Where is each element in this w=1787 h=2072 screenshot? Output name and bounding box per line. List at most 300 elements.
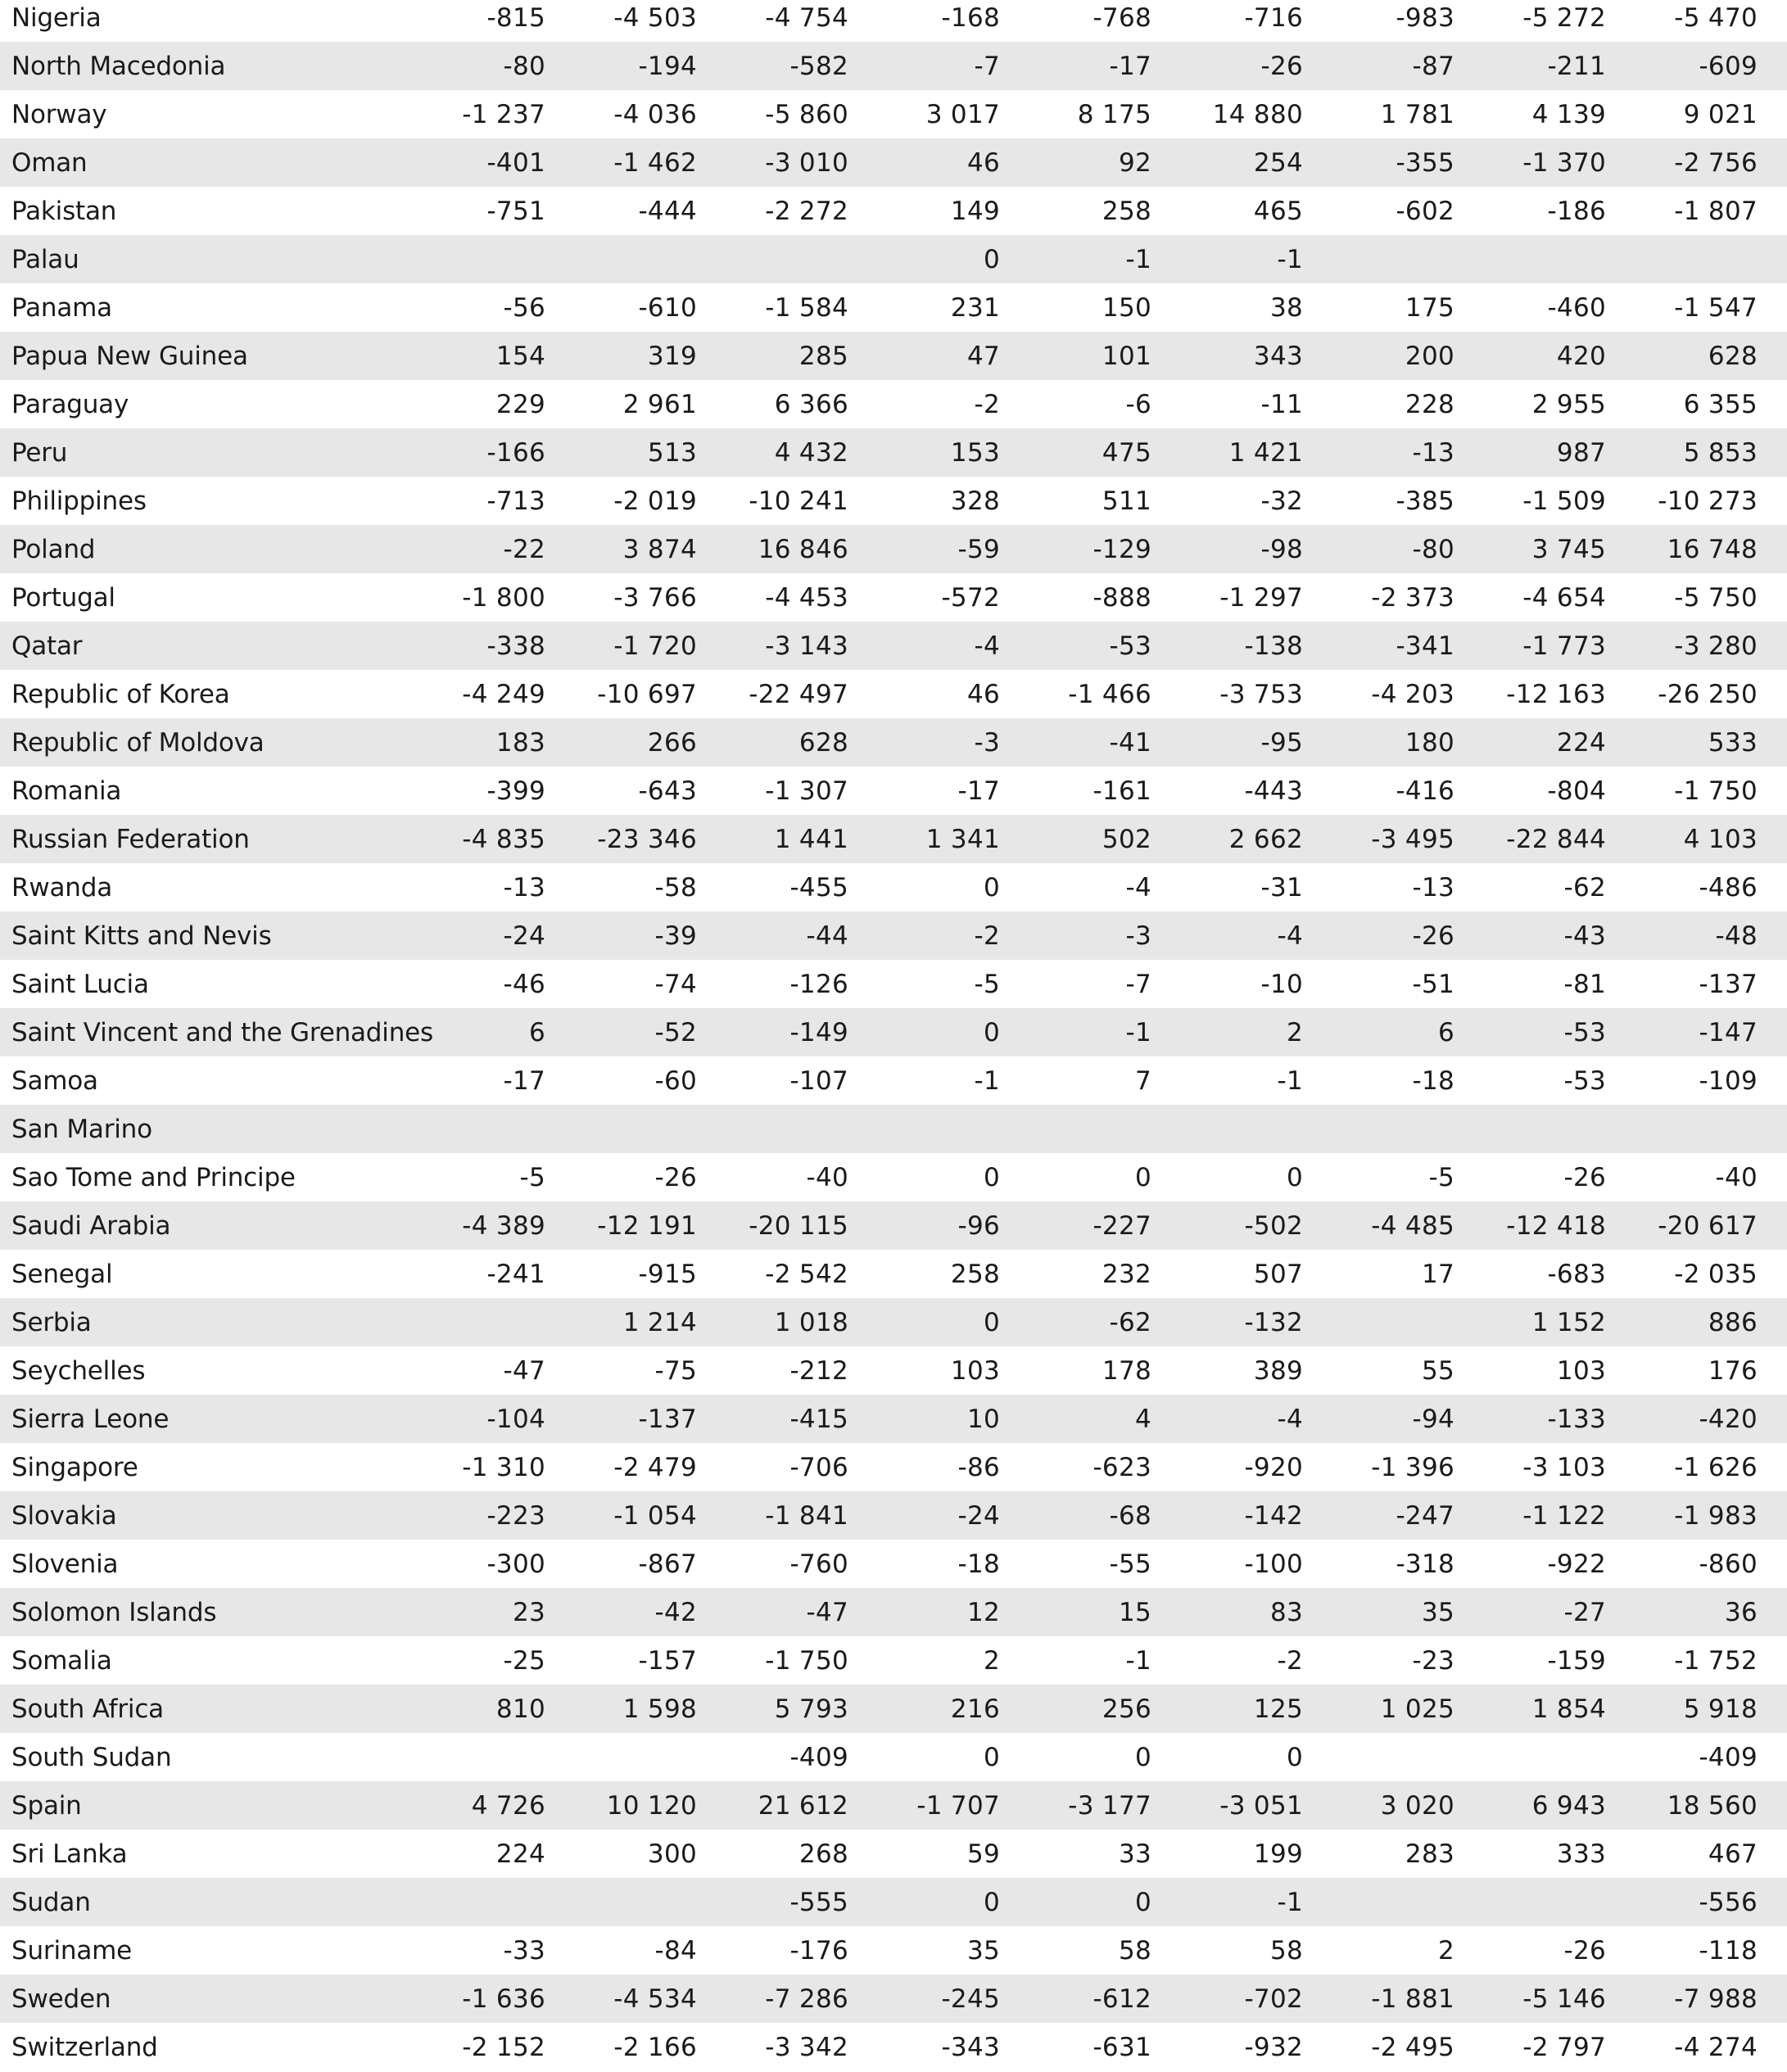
value-cell: 502 bbox=[1102, 824, 1151, 854]
value-cell: 319 bbox=[647, 341, 697, 371]
value-cell: -2 479 bbox=[613, 1452, 697, 1482]
value-cell: -2 152 bbox=[462, 2032, 545, 2062]
value-cell: -12 163 bbox=[1506, 679, 1606, 709]
value-cell: -602 bbox=[1396, 196, 1454, 226]
value-cell: -25 bbox=[503, 1645, 545, 1676]
value-cell: 59 bbox=[966, 1839, 1000, 1869]
value-cell: -338 bbox=[486, 631, 545, 661]
value-cell: 14 880 bbox=[1212, 99, 1303, 129]
country-name: Pakistan bbox=[11, 196, 117, 226]
value-cell: -623 bbox=[1093, 1452, 1151, 1482]
table-row bbox=[0, 1008, 1787, 1056]
value-cell: -227 bbox=[1093, 1210, 1151, 1241]
value-cell: -53 bbox=[1563, 1065, 1606, 1096]
value-cell: -768 bbox=[1093, 2, 1151, 33]
value-cell: -444 bbox=[638, 196, 697, 226]
table-row bbox=[0, 235, 1787, 283]
country-name: Nigeria bbox=[11, 2, 102, 33]
value-cell: -1 750 bbox=[765, 1645, 848, 1676]
value-cell: -157 bbox=[638, 1645, 697, 1676]
value-cell: -3 766 bbox=[613, 582, 697, 613]
country-name: Palau bbox=[11, 244, 79, 274]
value-cell: -3 143 bbox=[765, 631, 848, 661]
value-cell: 0 bbox=[1134, 1742, 1151, 1772]
value-cell: 511 bbox=[1102, 486, 1151, 516]
table-row bbox=[0, 1636, 1787, 1685]
value-cell: -751 bbox=[486, 196, 545, 226]
value-cell: -5 146 bbox=[1522, 1984, 1606, 2014]
country-name: Paraguay bbox=[11, 389, 129, 419]
value-cell: -1 307 bbox=[765, 776, 848, 806]
value-cell: 3 020 bbox=[1380, 1790, 1454, 1821]
country-name: Serbia bbox=[11, 1307, 92, 1337]
value-cell: -84 bbox=[654, 1935, 697, 1966]
value-cell: -401 bbox=[486, 147, 545, 178]
value-cell: 2 662 bbox=[1228, 824, 1303, 854]
value-cell: 328 bbox=[950, 486, 1000, 516]
value-cell: -867 bbox=[638, 1549, 697, 1579]
value-cell: -147 bbox=[1699, 1017, 1758, 1047]
value-cell: -399 bbox=[486, 776, 545, 806]
table-row bbox=[0, 332, 1787, 380]
value-cell: -2 bbox=[974, 389, 1000, 419]
value-cell: -1 636 bbox=[462, 1984, 545, 2014]
value-cell: 199 bbox=[1253, 1839, 1303, 1869]
value-cell: -3 342 bbox=[765, 2032, 848, 2062]
value-cell: -20 115 bbox=[749, 1210, 848, 1241]
value-cell: -4 485 bbox=[1371, 1210, 1454, 1241]
value-cell: -17 bbox=[503, 1065, 545, 1096]
value-cell: -1 297 bbox=[1219, 582, 1303, 613]
value-cell: -26 bbox=[654, 1162, 697, 1192]
value-cell: -26 bbox=[1563, 1935, 1606, 1966]
value-cell: -42 bbox=[654, 1597, 697, 1627]
value-cell: -4 249 bbox=[462, 679, 545, 709]
value-cell: -3 753 bbox=[1219, 679, 1303, 709]
value-cell: 229 bbox=[495, 389, 545, 419]
value-cell: -12 191 bbox=[597, 1210, 697, 1241]
value-cell: -2 019 bbox=[613, 486, 697, 516]
value-cell: -62 bbox=[1563, 872, 1606, 903]
value-cell: -59 bbox=[957, 534, 1000, 564]
value-cell: 21 612 bbox=[758, 1790, 848, 1821]
value-cell: -3 bbox=[974, 727, 1000, 758]
value-cell: -4 503 bbox=[613, 2, 697, 33]
value-cell: 83 bbox=[1269, 1597, 1303, 1627]
value-cell: -223 bbox=[486, 1500, 545, 1531]
value-cell: -109 bbox=[1699, 1065, 1758, 1096]
value-cell: 258 bbox=[950, 1259, 1000, 1289]
value-cell: -1 466 bbox=[1068, 679, 1151, 709]
country-name: Senegal bbox=[11, 1259, 113, 1289]
value-cell: -20 617 bbox=[1658, 1210, 1758, 1241]
value-cell: 300 bbox=[647, 1839, 697, 1869]
value-cell: -118 bbox=[1699, 1935, 1758, 1966]
value-cell: 2 bbox=[1437, 1935, 1454, 1966]
country-name: Saint Vincent and the Grenadines bbox=[11, 1017, 433, 1047]
value-cell: 343 bbox=[1253, 341, 1303, 371]
value-cell: 10 120 bbox=[606, 1790, 697, 1821]
value-cell: -2 542 bbox=[765, 1259, 848, 1289]
table-row bbox=[0, 1540, 1787, 1588]
value-cell: 886 bbox=[1708, 1307, 1758, 1337]
value-cell: -74 bbox=[654, 969, 697, 999]
value-cell: 467 bbox=[1708, 1839, 1758, 1869]
value-cell: -932 bbox=[1244, 2032, 1303, 2062]
value-cell: -860 bbox=[1699, 1549, 1758, 1579]
table-row bbox=[0, 622, 1787, 670]
value-cell: -46 bbox=[503, 969, 545, 999]
value-cell: 23 bbox=[512, 1597, 545, 1627]
table-row bbox=[0, 1830, 1787, 1878]
value-cell: 0 bbox=[983, 1017, 1000, 1047]
value-cell: -455 bbox=[789, 872, 848, 903]
value-cell: -41 bbox=[1109, 727, 1151, 758]
value-cell: -5 272 bbox=[1522, 2, 1606, 33]
value-cell: 1 781 bbox=[1380, 99, 1454, 129]
value-cell: -80 bbox=[503, 51, 545, 81]
value-cell: 4 103 bbox=[1683, 824, 1758, 854]
value-cell: -3 280 bbox=[1674, 631, 1758, 661]
value-cell: -1 122 bbox=[1522, 1500, 1606, 1531]
value-cell: -58 bbox=[654, 872, 697, 903]
value-cell: 103 bbox=[950, 1355, 1000, 1386]
value-cell: -22 844 bbox=[1506, 824, 1606, 854]
country-name: Seychelles bbox=[11, 1355, 146, 1386]
country-name: Panama bbox=[11, 292, 112, 323]
table-row bbox=[0, 912, 1787, 960]
value-cell: 4 726 bbox=[471, 1790, 545, 1821]
value-cell: -18 bbox=[1412, 1065, 1454, 1096]
value-cell: -17 bbox=[1109, 51, 1151, 81]
value-cell: -96 bbox=[957, 1210, 1000, 1241]
value-cell: 17 bbox=[1421, 1259, 1454, 1289]
country-name: Switzerland bbox=[11, 2032, 158, 2062]
value-cell: 92 bbox=[1118, 147, 1151, 178]
value-cell: -1 841 bbox=[765, 1500, 848, 1531]
value-cell: -186 bbox=[1547, 196, 1606, 226]
value-cell: 475 bbox=[1102, 437, 1151, 468]
value-cell: 175 bbox=[1405, 292, 1454, 323]
value-cell: 465 bbox=[1253, 196, 1303, 226]
table-row bbox=[0, 477, 1787, 525]
value-cell: 4 139 bbox=[1531, 99, 1606, 129]
value-cell: -4 453 bbox=[765, 582, 848, 613]
country-name: Sierra Leone bbox=[11, 1404, 170, 1434]
value-cell: -2 373 bbox=[1371, 582, 1454, 613]
value-cell: 513 bbox=[647, 437, 697, 468]
value-cell: -212 bbox=[789, 1355, 848, 1386]
value-cell: -582 bbox=[789, 51, 848, 81]
value-cell: -1 370 bbox=[1522, 147, 1606, 178]
value-cell: 33 bbox=[1118, 1839, 1151, 1869]
value-cell: -2 797 bbox=[1522, 2032, 1606, 2062]
value-cell: -420 bbox=[1699, 1404, 1758, 1434]
value-cell: 153 bbox=[950, 437, 1000, 468]
value-cell: -13 bbox=[1412, 872, 1454, 903]
value-cell: 46 bbox=[966, 147, 1000, 178]
value-cell: -3 177 bbox=[1068, 1790, 1151, 1821]
value-cell: 0 bbox=[1134, 1887, 1151, 1917]
value-cell: -1 584 bbox=[765, 292, 848, 323]
value-cell: 810 bbox=[495, 1694, 545, 1724]
country-name: Slovenia bbox=[11, 1549, 119, 1579]
value-cell: 0 bbox=[1134, 1162, 1151, 1192]
value-cell: -161 bbox=[1093, 776, 1151, 806]
value-cell: -1 707 bbox=[916, 1790, 1000, 1821]
value-cell: 16 846 bbox=[758, 534, 848, 564]
value-cell: -166 bbox=[486, 437, 545, 468]
value-cell: -4 835 bbox=[462, 824, 545, 854]
value-cell: -107 bbox=[789, 1065, 848, 1096]
value-cell: -26 250 bbox=[1658, 679, 1758, 709]
value-cell: 266 bbox=[647, 727, 697, 758]
value-cell: -355 bbox=[1396, 147, 1454, 178]
table-row bbox=[0, 1201, 1787, 1250]
value-cell: -1 509 bbox=[1522, 486, 1606, 516]
table-row bbox=[0, 1685, 1787, 1733]
table-row bbox=[0, 42, 1787, 90]
value-cell: 6 bbox=[528, 1017, 545, 1047]
table-row bbox=[0, 1733, 1787, 1781]
value-cell: 2 955 bbox=[1531, 389, 1606, 419]
value-cell: 224 bbox=[1556, 727, 1606, 758]
value-cell: 0 bbox=[983, 1742, 1000, 1772]
value-cell: -1 bbox=[1277, 1065, 1303, 1096]
country-name: Singapore bbox=[11, 1452, 138, 1482]
value-cell: -138 bbox=[1244, 631, 1303, 661]
country-name: Portugal bbox=[11, 582, 115, 613]
value-cell: -4 274 bbox=[1674, 2032, 1758, 2062]
value-cell: -612 bbox=[1093, 1984, 1151, 2014]
value-cell: -10 bbox=[1260, 969, 1303, 999]
value-cell: -87 bbox=[1412, 51, 1454, 81]
value-cell: 1 441 bbox=[774, 824, 848, 854]
value-cell: -132 bbox=[1244, 1307, 1303, 1337]
value-cell: -211 bbox=[1547, 51, 1606, 81]
value-cell: -815 bbox=[486, 2, 545, 33]
value-cell: 420 bbox=[1556, 341, 1606, 371]
value-cell: -341 bbox=[1396, 631, 1454, 661]
value-cell: 6 366 bbox=[774, 389, 848, 419]
table-row bbox=[0, 1056, 1787, 1105]
value-cell: -502 bbox=[1244, 1210, 1303, 1241]
value-cell: 101 bbox=[1102, 341, 1151, 371]
country-name: Sao Tome and Principe bbox=[11, 1162, 296, 1192]
value-cell: 2 bbox=[1286, 1017, 1303, 1047]
table-row bbox=[0, 90, 1787, 138]
value-cell: 0 bbox=[983, 872, 1000, 903]
value-cell: -17 bbox=[957, 776, 1000, 806]
country-name: Sudan bbox=[11, 1887, 91, 1917]
value-cell: 231 bbox=[950, 292, 1000, 323]
value-cell: 125 bbox=[1253, 1694, 1303, 1724]
value-cell: 5 793 bbox=[774, 1694, 848, 1724]
value-cell: -98 bbox=[1260, 534, 1303, 564]
table-row bbox=[0, 138, 1787, 187]
value-cell: -4 203 bbox=[1371, 679, 1454, 709]
value-cell: -159 bbox=[1547, 1645, 1606, 1676]
table-row bbox=[0, 1975, 1787, 2023]
value-cell: -26 bbox=[1260, 51, 1303, 81]
value-cell: -3 103 bbox=[1522, 1452, 1606, 1482]
value-cell: -10 697 bbox=[597, 679, 697, 709]
value-cell: -75 bbox=[654, 1355, 697, 1386]
value-cell: -1 bbox=[1277, 1887, 1303, 1917]
value-cell: -126 bbox=[789, 969, 848, 999]
value-cell: 256 bbox=[1102, 1694, 1151, 1724]
value-cell: -556 bbox=[1699, 1887, 1758, 1917]
country-name: North Macedonia bbox=[11, 51, 226, 81]
value-cell: -24 bbox=[503, 921, 545, 951]
table-row bbox=[0, 283, 1787, 332]
value-cell: 228 bbox=[1405, 389, 1454, 419]
value-cell: -4 389 bbox=[462, 1210, 545, 1241]
value-cell: -100 bbox=[1244, 1549, 1303, 1579]
value-cell: -133 bbox=[1547, 1404, 1606, 1434]
value-cell: -81 bbox=[1563, 969, 1606, 999]
table-row bbox=[0, 960, 1787, 1008]
country-name: Sri Lanka bbox=[11, 1839, 128, 1869]
table-row bbox=[0, 573, 1787, 622]
value-cell: -1 750 bbox=[1674, 776, 1758, 806]
value-cell: 0 bbox=[1286, 1742, 1303, 1772]
value-cell: 258 bbox=[1102, 196, 1151, 226]
value-cell: -13 bbox=[503, 872, 545, 903]
table-row bbox=[0, 380, 1787, 428]
value-cell: -415 bbox=[789, 1404, 848, 1434]
value-cell: 15 bbox=[1118, 1597, 1151, 1627]
value-cell: -486 bbox=[1699, 872, 1758, 903]
value-cell: -18 bbox=[957, 1549, 1000, 1579]
value-cell: -40 bbox=[1715, 1162, 1758, 1192]
value-cell: -385 bbox=[1396, 486, 1454, 516]
value-cell: -26 bbox=[1412, 921, 1454, 951]
value-cell: -760 bbox=[789, 1549, 848, 1579]
value-cell: -4 754 bbox=[765, 2, 848, 33]
value-cell: -27 bbox=[1563, 1597, 1606, 1627]
value-cell: -22 497 bbox=[749, 679, 848, 709]
value-cell: 232 bbox=[1102, 1259, 1151, 1289]
value-cell: 9 021 bbox=[1683, 99, 1758, 129]
value-cell: -1 bbox=[1125, 1645, 1151, 1676]
value-cell: -804 bbox=[1547, 776, 1606, 806]
value-cell: -702 bbox=[1244, 1984, 1303, 2014]
value-cell: -47 bbox=[503, 1355, 545, 1386]
value-cell: -2 035 bbox=[1674, 1259, 1758, 1289]
value-cell: 507 bbox=[1253, 1259, 1303, 1289]
value-cell: 58 bbox=[1269, 1935, 1303, 1966]
value-cell: -4 bbox=[974, 631, 1000, 661]
value-cell: -137 bbox=[1699, 969, 1758, 999]
value-cell: -55 bbox=[1109, 1549, 1151, 1579]
country-name: Sweden bbox=[11, 1984, 111, 2014]
value-cell: 6 355 bbox=[1683, 389, 1758, 419]
value-cell: 150 bbox=[1102, 292, 1151, 323]
value-cell: -33 bbox=[503, 1935, 545, 1966]
value-cell: 176 bbox=[1708, 1355, 1758, 1386]
value-cell: -610 bbox=[638, 292, 697, 323]
country-name: Papua New Guinea bbox=[11, 341, 248, 371]
value-cell: -4 654 bbox=[1522, 582, 1606, 613]
value-cell: 3 017 bbox=[925, 99, 1000, 129]
value-cell: -1 bbox=[1277, 244, 1303, 274]
value-cell: -343 bbox=[941, 2032, 1000, 2062]
value-cell: 55 bbox=[1421, 1355, 1454, 1386]
value-cell: -7 286 bbox=[765, 1984, 848, 2014]
value-cell: -39 bbox=[654, 921, 697, 951]
value-cell: 224 bbox=[495, 1839, 545, 1869]
value-cell: -2 756 bbox=[1674, 147, 1758, 178]
value-cell: -2 bbox=[974, 921, 1000, 951]
table-row bbox=[0, 863, 1787, 912]
value-cell: -2 495 bbox=[1371, 2032, 1454, 2062]
value-cell: 1 152 bbox=[1531, 1307, 1606, 1337]
value-cell: 103 bbox=[1556, 1355, 1606, 1386]
value-cell: -5 bbox=[1428, 1162, 1454, 1192]
table-row bbox=[0, 428, 1787, 477]
table-row bbox=[0, 1346, 1787, 1395]
value-cell: 16 748 bbox=[1667, 534, 1758, 564]
table-row bbox=[0, 0, 1787, 42]
value-cell: -5 bbox=[519, 1162, 545, 1192]
value-cell: 2 961 bbox=[622, 389, 697, 419]
value-cell: -1 396 bbox=[1371, 1452, 1454, 1482]
table-row bbox=[0, 1250, 1787, 1298]
value-cell: -7 bbox=[974, 51, 1000, 81]
value-cell: -1 462 bbox=[613, 147, 697, 178]
value-cell: 47 bbox=[966, 341, 1000, 371]
value-cell: 178 bbox=[1102, 1355, 1151, 1386]
value-cell: 0 bbox=[1286, 1162, 1303, 1192]
value-cell: -915 bbox=[638, 1259, 697, 1289]
value-cell: -3 bbox=[1125, 921, 1151, 951]
country-name: Republic of Moldova bbox=[11, 727, 265, 758]
value-cell: -149 bbox=[789, 1017, 848, 1047]
value-cell: -922 bbox=[1547, 1549, 1606, 1579]
value-cell: 0 bbox=[983, 1887, 1000, 1917]
country-name: Saint Kitts and Nevis bbox=[11, 921, 272, 951]
value-cell: -706 bbox=[789, 1452, 848, 1482]
country-name: Norway bbox=[11, 99, 107, 129]
value-cell: -31 bbox=[1260, 872, 1303, 903]
value-cell: 180 bbox=[1405, 727, 1454, 758]
value-cell: 0 bbox=[983, 244, 1000, 274]
value-cell: 35 bbox=[1421, 1597, 1454, 1627]
value-cell: -245 bbox=[941, 1984, 1000, 2014]
value-cell: -555 bbox=[789, 1887, 848, 1917]
value-cell: 0 bbox=[983, 1307, 1000, 1337]
value-cell: 38 bbox=[1269, 292, 1303, 323]
value-cell: -300 bbox=[486, 1549, 545, 1579]
table-row bbox=[0, 670, 1787, 718]
value-cell: -23 bbox=[1412, 1645, 1454, 1676]
value-cell: -1 310 bbox=[462, 1452, 545, 1482]
value-cell: -3 010 bbox=[765, 147, 848, 178]
value-cell: 36 bbox=[1724, 1597, 1758, 1627]
value-cell: -3 051 bbox=[1219, 1790, 1303, 1821]
value-cell: -176 bbox=[789, 1935, 848, 1966]
value-cell: 3 874 bbox=[622, 534, 697, 564]
country-name: Peru bbox=[11, 437, 68, 468]
value-cell: -2 272 bbox=[765, 196, 848, 226]
value-cell: -318 bbox=[1396, 1549, 1454, 1579]
value-cell: -51 bbox=[1412, 969, 1454, 999]
value-cell: -10 273 bbox=[1658, 486, 1758, 516]
value-cell: 533 bbox=[1708, 727, 1758, 758]
value-cell: -631 bbox=[1093, 2032, 1151, 2062]
value-cell: 333 bbox=[1556, 1839, 1606, 1869]
